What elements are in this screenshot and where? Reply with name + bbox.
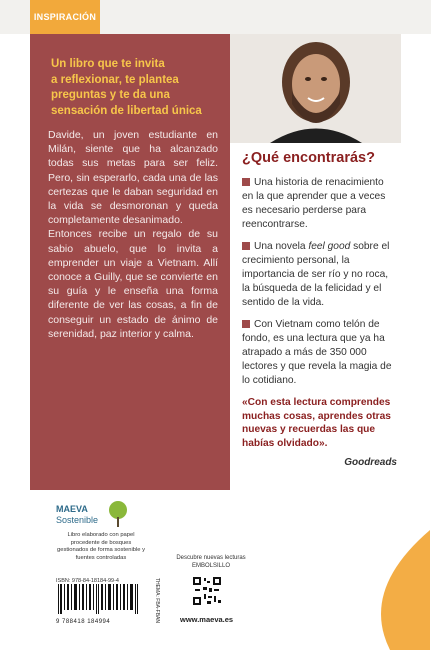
eco-note: Libro elaborado con papel procedente de bosques gestionados de forma sostenible y fuentes controladas	[57, 532, 145, 561]
qr-label: Descubre nuevas lecturas EMBOLSILLO	[176, 555, 246, 569]
review-source: Goodreads	[344, 457, 397, 468]
headline-line: preguntas y te da una	[51, 89, 170, 101]
website-link[interactable]: www.maeva.es	[180, 615, 234, 624]
review-quote: «Con esta lectura comprendes muchas cosas, aprendes otras nuevas y recuerdas las que habías olvidado».	[242, 397, 391, 449]
barcode-digits: 9 788418 184994	[56, 619, 111, 625]
bullet-square-icon	[242, 242, 250, 250]
highlights-title: ¿Qué encontrarás?	[242, 150, 375, 166]
highlights	[242, 150, 397, 468]
highlight-item	[242, 176, 397, 232]
qr-code-icon[interactable]	[192, 576, 222, 606]
headline-line: sensación de libertad única	[51, 104, 202, 117]
logo-top: MAEVA	[56, 504, 88, 514]
author-photo	[230, 34, 401, 143]
highlight-item	[242, 318, 397, 388]
highlight-text: sobre el crecimiento personal, la importancia de ser río y no roca, la búsqueda de la felicidad y el sentido de la vida.	[242, 241, 390, 308]
isbn-text: ISBN: 978-84-18184-99-4	[56, 578, 119, 584]
maeva-sostenible-logo	[56, 500, 136, 535]
synopsis-text	[48, 128, 218, 341]
headline-line: Un libro que te invita	[51, 58, 165, 70]
logo-bottom: Sostenible	[56, 515, 99, 525]
highlight-text: Una novela	[254, 241, 309, 252]
synopsis-paragraph: Entonces recibe un regalo de su sabio abuelo, que lo invita a emprender un viaje a Vietnam. Allí conoce a Guilly, que se convierte en su guía y le enseña una forma diferente de ver las cosas, a fin de conseguir un estado de ánimo de serenidad, paz interior y calma.	[48, 228, 218, 340]
synopsis-paragraph: Davide, un joven estudiante en Milán, siente que ha alcanzado todas sus metas para ser feliz. Pero, sin esperarlo, cada una de las certezas que le daban seguridad en la vida se desmoronan y queda completamente desanimado.	[48, 129, 218, 227]
barcode	[56, 578, 146, 624]
decorative-swoosh	[280, 520, 430, 650]
headline	[51, 57, 221, 119]
highlight-emphasis: feel good	[308, 241, 351, 252]
highlight-text: Con Vietnam como telón de fondo, es una lectura que ya ha atrapado a más de 350 000 lectores y que revela la magia de lo cotidiano.	[242, 319, 392, 386]
highlight-item	[242, 240, 397, 310]
bullet-square-icon	[242, 178, 250, 186]
bullet-square-icon	[242, 320, 250, 328]
headline-line: a reflexionar, te plantea	[51, 73, 179, 86]
genre-tag: INSPIRACIÓN	[30, 0, 100, 34]
highlight-text: Una historia de renacimiento en la que aprender que a veces es necesario perderse para reencontrarse.	[242, 177, 386, 230]
thema-code: THEMA: FBA-FBAN	[154, 578, 160, 624]
